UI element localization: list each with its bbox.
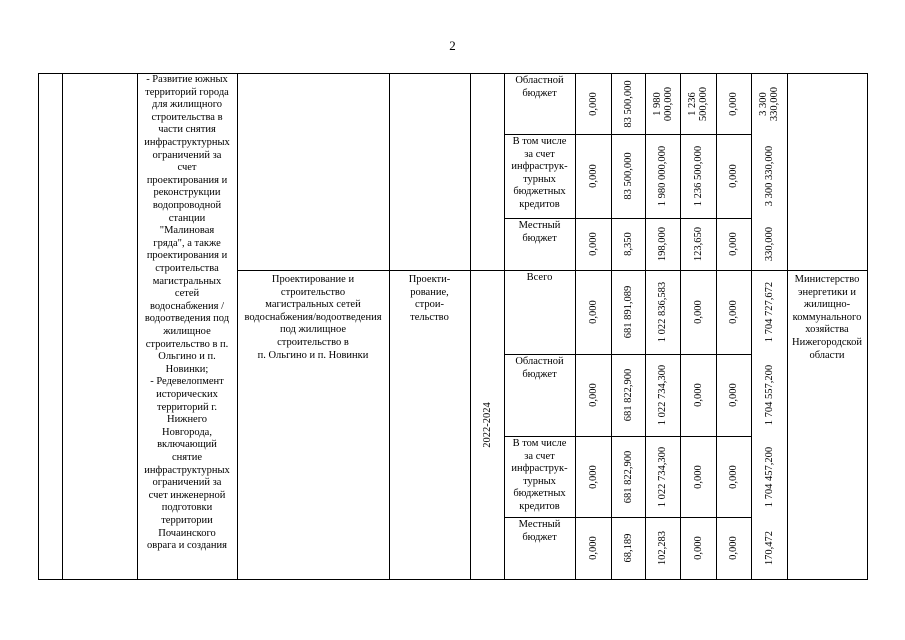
funding-value: 1 022 836,583 [657, 281, 668, 343]
funding-value: 0,000 [692, 383, 704, 407]
funding-value: 0,000 [692, 464, 704, 489]
funding-value: 3 300 330,000 [758, 86, 780, 121]
period-label: 2022-2024 [481, 402, 493, 448]
project-name-line: магистральных сетей [265, 299, 361, 311]
funding-value: 681 822,900 [622, 368, 634, 422]
responsible-organization-line: хозяйства [805, 324, 849, 336]
funding-source-line: за счет [524, 148, 555, 160]
measure-description-line: подготовки [161, 502, 213, 514]
funding-value: 0,000 [728, 300, 739, 324]
funding-source-line: В том числе [512, 438, 567, 449]
funding-source-line: инфраструк- [511, 463, 568, 475]
funding-source-line: бюджет [522, 531, 557, 543]
table-vline [575, 73, 576, 580]
measure-description-line: Почаинского [158, 527, 216, 539]
funding-value: 1 704 557,200 [763, 364, 775, 426]
project-name-line: строительство [280, 286, 346, 298]
funding-value: 0,000 [587, 91, 599, 116]
funding-value: 170,472 [763, 530, 775, 566]
table-hline [38, 579, 868, 580]
project-name-line: строительство в [277, 337, 349, 348]
table-hline [237, 270, 505, 271]
funding-value: 123,650 [692, 226, 704, 262]
funding-source-line: Областной [515, 75, 564, 86]
funding-value: 8,350 [622, 232, 634, 256]
measure-description-line: территорий г. [157, 401, 217, 413]
funding-value: 0,000 [587, 464, 599, 489]
responsible-organization-line: Министерство [794, 274, 860, 285]
page-number: 2 [449, 38, 456, 53]
project-name-line: водоснабжения/водоотведения [244, 311, 382, 323]
measure-description-line: исторических [156, 389, 218, 400]
funding-value: 0,000 [692, 300, 704, 324]
funding-value: 83 500,000 [622, 152, 634, 200]
measure-description-line: магистральных [152, 275, 222, 287]
funding-value: 83 500,000 [622, 79, 634, 128]
measure-description-line: ограничений за [152, 149, 222, 161]
measure-description-line: водоотведения под [144, 313, 230, 325]
measure-description-line: инфраструктурных [144, 137, 230, 148]
table-vline [867, 73, 868, 580]
work-type-line: рование, [410, 286, 449, 298]
funding-source-line: бюджет [522, 87, 557, 99]
table-vline [751, 73, 752, 580]
table-vline [38, 73, 39, 580]
table-vline [470, 73, 471, 580]
measure-description-line: - Редевелопмент [150, 376, 224, 388]
funding-source-line: кредитов [519, 501, 560, 512]
funding-value: 1 022 734,300 [657, 364, 668, 426]
measure-description-line: строительства [155, 263, 219, 274]
funding-source-line: кредитов [519, 199, 560, 210]
table-vline [389, 73, 390, 580]
funding-value: 0,000 [728, 464, 739, 489]
measure-description-line: для жилищного [151, 99, 223, 111]
table-vline [645, 73, 646, 580]
funding-source-line: бюджетных [513, 186, 566, 198]
funding-value: 681 891,089 [622, 285, 634, 339]
measure-description-line: ограничений за [152, 477, 222, 489]
work-type-line: тельство [410, 311, 449, 323]
funding-value: 0,000 [728, 232, 739, 256]
measure-description-line: территорий города [145, 86, 229, 98]
measure-description-line: счет инженерной [148, 489, 226, 501]
measure-description-line: "Малиновая [159, 225, 215, 237]
measure-description-line: Ольгино и п. [158, 351, 216, 363]
project-name-line: под жилищное [279, 324, 346, 336]
measure-description-line: территории [161, 515, 213, 526]
table-vline [611, 73, 612, 580]
funding-source-line: турных [523, 173, 556, 185]
funding-value: 3 300 330,000 [763, 145, 775, 207]
measure-description-line: - Развитие южных [146, 74, 228, 85]
funding-source-line: В том числе [512, 136, 567, 147]
measure-description-line: снятие [172, 452, 202, 463]
responsible-organization-line: Нижегородской [792, 337, 862, 348]
funding-source-line: за счет [524, 450, 555, 462]
measure-description-line: гряда", а также [153, 237, 221, 249]
responsible-organization-line: энергетики и [797, 286, 857, 298]
funding-source-line: Всего [526, 272, 553, 283]
measure-description-line: части снятия [158, 124, 216, 136]
work-type-line: строи- [415, 299, 444, 311]
measure-description-line: строительство в п. [145, 338, 229, 350]
funding-value: 330,000 [763, 226, 775, 262]
funding-value: 1 980 000,000 [651, 86, 674, 121]
funding-value: 0,000 [728, 164, 739, 188]
measure-description-line: станции [168, 212, 206, 224]
measure-description-line: инфраструктурных [144, 464, 230, 476]
work-type-line: Проекти- [408, 274, 451, 285]
measure-description-line: счет [177, 162, 197, 174]
table-vline [680, 73, 681, 580]
funding-value: 0,000 [728, 383, 739, 407]
funding-source-line: Областной [515, 356, 564, 367]
funding-value: 0,000 [728, 91, 739, 116]
funding-value: 0,000 [587, 164, 599, 188]
measure-description-line: сетей [174, 288, 200, 300]
responsible-organization-line: жилищно- [803, 299, 851, 311]
funding-value: 0,000 [587, 232, 599, 256]
measure-description-line: жилищное [163, 326, 211, 337]
funding-value: 0,000 [728, 536, 739, 560]
responsible-organization-line: коммунального [792, 311, 862, 323]
measure-description-line: водопроводной [152, 200, 222, 211]
measure-description-line: строительства в [151, 111, 223, 123]
measure-description-line: Новгорода, [162, 426, 212, 438]
funding-value: 1 704 727,672 [763, 281, 775, 343]
funding-source-line: Местный [518, 519, 561, 530]
funding-value: 0,000 [587, 383, 599, 407]
funding-source-line: инфраструк- [511, 161, 568, 173]
funding-value: 198,000 [657, 226, 668, 262]
measure-description-line: водоснабжения / [149, 300, 225, 312]
funding-source-line: бюджетных [513, 488, 566, 500]
funding-value: 1 236 500,000 [692, 145, 704, 207]
funding-value: 681 822,900 [622, 450, 634, 503]
project-name-line: п. Ольгино и п. Новинки [257, 349, 369, 361]
measure-description-line: проектирования и [146, 250, 228, 262]
measure-description-line: проектирования и [146, 174, 228, 186]
responsible-organization-line: области [809, 349, 845, 361]
table-vline [62, 73, 63, 580]
funding-value: 1 980 000,000 [657, 145, 668, 207]
funding-value: 1 022 734,300 [657, 446, 668, 507]
funding-value: 1 236 500,000 [687, 86, 709, 121]
funding-value: 0,000 [587, 536, 599, 560]
funding-value: 0,000 [587, 300, 599, 324]
funding-value: 0,000 [692, 536, 704, 560]
measure-description-line: оврага и создания [147, 540, 227, 552]
measure-description-line: включающий [157, 439, 217, 451]
project-name-line: Проектирование и [271, 274, 355, 285]
funding-value: 68,189 [622, 533, 634, 563]
funding-value: 102,283 [657, 530, 668, 566]
funding-source-line: Местный [518, 220, 561, 231]
funding-source-line: турных [523, 475, 556, 487]
funding-source-line: бюджет [522, 368, 557, 380]
measure-description-line: реконструкции [153, 187, 221, 199]
funding-source-line: бюджет [522, 232, 557, 244]
measure-description-line: Новинки; [165, 363, 209, 375]
table-vline [716, 73, 717, 580]
funding-value: 1 704 457,200 [763, 446, 775, 507]
measure-description-line: Нижнего [166, 414, 208, 426]
